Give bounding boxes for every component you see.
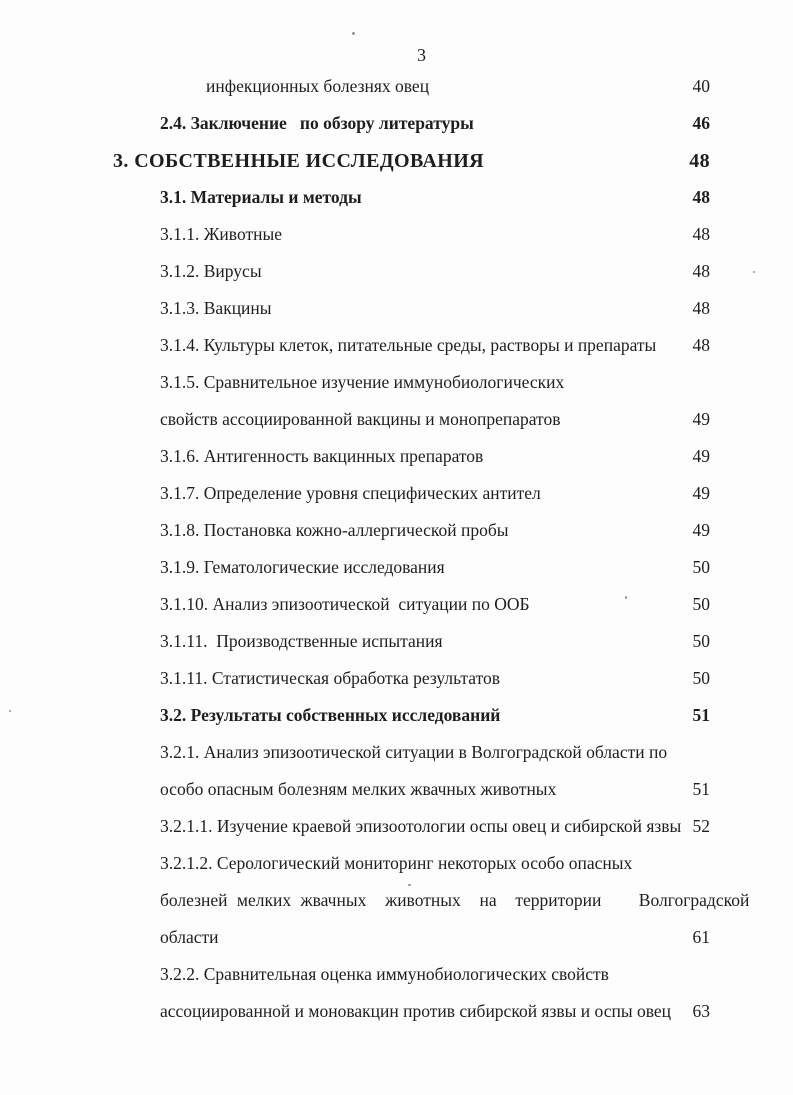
- toc-entry: [113, 742, 710, 779]
- toc-entry-title: 3.2.1.1. Изучение краевой эпизоотологии оспы овец и сибирской язвы: [160, 816, 682, 836]
- toc-entry-page-number: 51: [692, 705, 710, 725]
- page-number-header: 3: [417, 45, 426, 65]
- toc-entry-page-number: 50: [692, 631, 710, 651]
- toc-entry: [113, 890, 750, 927]
- toc-entry: [113, 150, 710, 187]
- toc-entry-title: 3.1.1. Животные: [160, 224, 282, 244]
- toc-entry-title: свойств ассоциированной вакцины и монопрепаратов: [160, 409, 561, 429]
- toc-entry-title: 3.1. Материалы и методы: [160, 187, 362, 207]
- toc-entry-title: 3.2. Результаты собственных исследований: [160, 705, 501, 725]
- toc-entry-title: особо опасным болезням мелких жвачных животных: [160, 779, 557, 799]
- toc-entry-title: 3.1.9. Гематологические исследования: [160, 557, 445, 577]
- toc-entry: [113, 779, 710, 816]
- toc-entry-title: области: [160, 927, 219, 947]
- toc-entry: [113, 261, 710, 298]
- toc-entry-page-number: 50: [692, 668, 710, 688]
- toc-entry-page-number: 61: [692, 927, 710, 947]
- toc-entry-title: 3.2.1.2. Серологический мониторинг некоторых особо опасных: [160, 853, 633, 873]
- toc-entry-title: 3.2.1. Анализ эпизоотической ситуации в Волгоградской области по: [160, 742, 668, 762]
- toc-entry-title: ассоциированной и моновакцин против сибирской язвы и оспы овец: [160, 1001, 672, 1021]
- toc-entry-page-number: 40: [692, 76, 710, 96]
- toc-entry-page-number: 63: [692, 1001, 710, 1021]
- toc-entry-title: 2.4. Заключение по обзору литературы: [160, 113, 474, 133]
- toc-entry-page-number: 49: [692, 520, 710, 540]
- toc-entry: [113, 335, 710, 372]
- toc-entry-page-number: 46: [692, 113, 710, 133]
- toc-entry-page-number: 48: [692, 224, 710, 244]
- toc: [113, 76, 750, 1038]
- toc-entry: [113, 594, 710, 631]
- toc-entry: [113, 113, 710, 150]
- toc-entry: [113, 483, 710, 520]
- toc-entry: [113, 668, 710, 705]
- toc-entry: [113, 1001, 710, 1038]
- toc-entry: [113, 224, 710, 261]
- toc-entry-page-number: 50: [692, 557, 710, 577]
- toc-entry: [113, 816, 710, 853]
- toc-entry: [113, 372, 710, 409]
- toc-entry-page-number: 48: [692, 298, 710, 318]
- toc-entry: [113, 446, 710, 483]
- toc-entry-page-number: 48: [692, 261, 710, 281]
- toc-entry: [113, 298, 710, 335]
- toc-entry-page-number: 49: [692, 409, 710, 429]
- scan-speck: [753, 271, 755, 273]
- toc-entry-title: болезней мелких жвачных животных на территории Волгоградской: [160, 890, 750, 910]
- scan-speck: [352, 32, 355, 35]
- toc-entry-title: 3.1.7. Определение уровня специфических антител: [160, 483, 541, 503]
- toc-entry: [113, 409, 710, 446]
- toc-entry-title: 3.1.8. Постановка кожно-аллергической пробы: [160, 520, 509, 540]
- toc-entry-title: инфекционных болезнях овец: [206, 76, 430, 96]
- toc-entry: [113, 187, 710, 224]
- toc-entry-page-number: 49: [692, 446, 710, 466]
- scan-speck: [9, 710, 11, 712]
- toc-entry-page-number: 49: [692, 483, 710, 503]
- toc-entry-title: 3.1.11. Статистическая обработка результатов: [160, 668, 500, 688]
- scan-speck: [625, 596, 627, 599]
- toc-entry-title: 3. СОБСТВЕННЫЕ ИССЛЕДОВАНИЯ: [113, 150, 485, 172]
- toc-entry: [113, 705, 710, 742]
- toc-entry-page-number: 48: [689, 150, 710, 172]
- toc-entry: [113, 520, 710, 557]
- toc-entry: [113, 927, 710, 964]
- toc-entry-title: 3.2.2. Сравнительная оценка иммунобиологических свойств: [160, 964, 609, 984]
- scan-speck: [408, 884, 411, 886]
- toc-entry-page-number: 50: [692, 594, 710, 614]
- toc-entry-title: 3.1.3. Вакцины: [160, 298, 272, 318]
- toc-entry-title: 3.1.5. Сравнительное изучение иммунобиологических: [160, 372, 565, 392]
- toc-entry-page-number: 48: [692, 187, 710, 207]
- toc-entry-title: 3.1.6. Антигенность вакцинных препаратов: [160, 446, 484, 466]
- toc-entry-title: 3.1.4. Культуры клеток, питательные среды, растворы и препараты: [160, 335, 657, 355]
- toc-entry-title: 3.1.10. Анализ эпизоотической ситуации по ООБ: [160, 594, 530, 614]
- toc-entry-title: 3.1.2. Вирусы: [160, 261, 262, 281]
- toc-entry-page-number: 52: [692, 816, 710, 836]
- toc-entry: [113, 631, 710, 668]
- toc-entry-page-number: 51: [692, 779, 710, 799]
- toc-entry: [113, 964, 710, 1001]
- toc-entry-title: 3.1.11. Производственные испытания: [160, 631, 443, 651]
- toc-entry: [113, 853, 710, 890]
- toc-entry: [113, 76, 710, 113]
- toc-entry-page-number: 48: [692, 335, 710, 355]
- toc-entry: [113, 557, 710, 594]
